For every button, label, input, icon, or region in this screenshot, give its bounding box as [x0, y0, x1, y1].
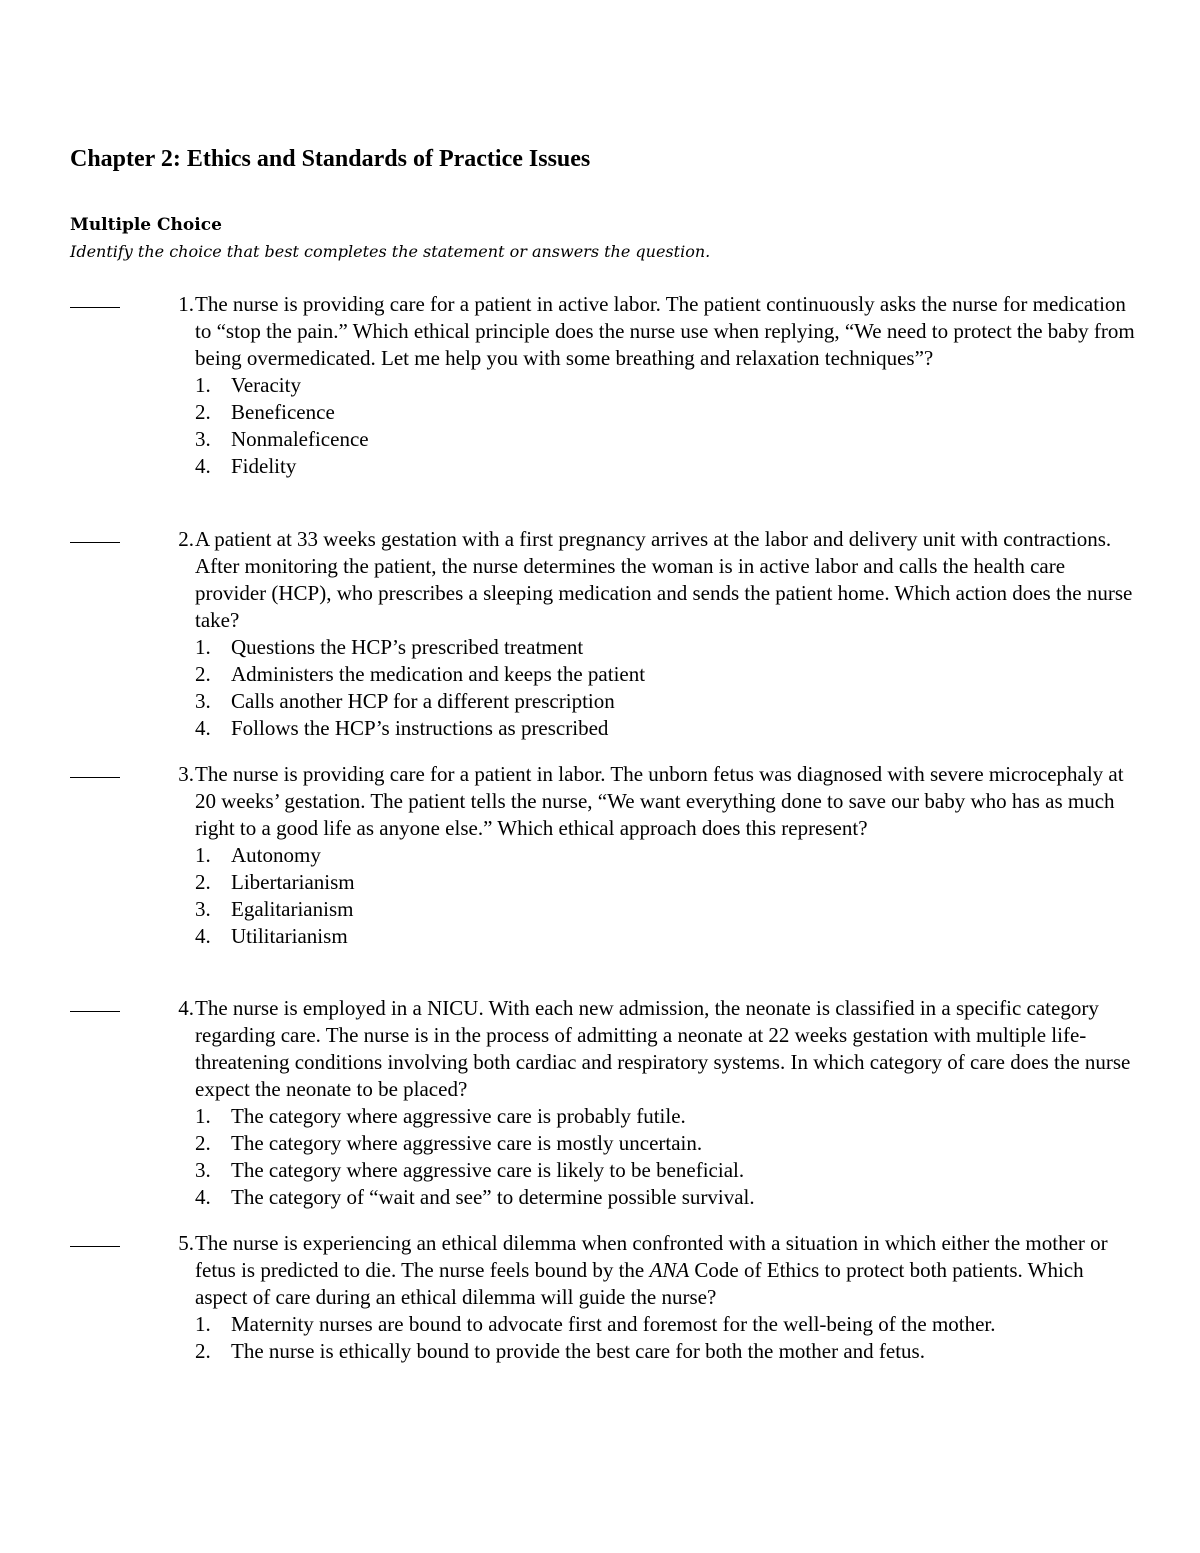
option-text: Beneficence — [231, 400, 335, 424]
question-stem: A patient at 33 weeks gestation with a first pregnancy arrives at the labor and delivery unit with contractions. After monitoring the patient, the nurse determines the woman is in active labor and calls the health care provider (HCP), who prescribes a sleeping medication and sends the patient home. Which action does the nurse take? — [195, 527, 1133, 632]
question-stem — [195, 1230, 1135, 1311]
option-number: 4. — [195, 454, 211, 478]
chapter-title: Chapter 2: Ethics and Standards of Practice Issues — [70, 146, 591, 172]
option-number: 4. — [195, 716, 211, 740]
option-text: Autonomy — [231, 843, 321, 867]
option-number: 2. — [195, 870, 211, 894]
option-number: 1. — [195, 1312, 211, 1336]
answer-blank — [70, 1011, 120, 1012]
option — [195, 688, 1135, 715]
stem-text: Code of Ethics to protect both patients. Which aspect of care during an ethical dilemma will guide the nurse? — [195, 1258, 1084, 1309]
question-number: 5. — [178, 1231, 194, 1255]
option-text: The category of “wait and see” to determine possible survival. — [231, 1185, 755, 1209]
question-stem-wrapper — [195, 761, 1135, 950]
options-list — [195, 372, 1135, 480]
option — [195, 634, 1135, 661]
option — [195, 372, 1135, 399]
option — [195, 426, 1135, 453]
option — [195, 923, 1135, 950]
option-text: Fidelity — [231, 454, 297, 478]
stem-italic-text: ANA — [649, 1258, 690, 1282]
answer-blank — [70, 777, 120, 778]
option-text: Utilitarianism — [231, 924, 348, 948]
option — [195, 1130, 1135, 1157]
options-list — [195, 1311, 1135, 1365]
option — [195, 715, 1135, 742]
option — [195, 842, 1135, 869]
option — [195, 1311, 1031, 1338]
question-stem-wrapper — [195, 995, 1135, 1211]
option-text: Nonmaleficence — [231, 427, 369, 451]
option — [195, 1338, 1111, 1365]
instructions: Identify the choice that best completes the statement or answers the question. — [70, 242, 711, 261]
option-number: 2. — [195, 662, 211, 686]
options-list — [195, 634, 1135, 742]
question-stem: The nurse is providing care for a patient in labor. The unborn fetus was diagnosed with severe microcephaly at 20 weeks’ gestation. The patient tells the nurse, “We want everything done to save our baby who has as much right to a good life as anyone else.” Which ethical approach does this represent? — [195, 762, 1124, 840]
stem-text: The nurse is experiencing an ethical dilemma when confronted with a situation in which either the mother or fetus is predicted to die. The nurse feels bound by the — [195, 1231, 1108, 1282]
option-text: Calls another HCP for a different prescription — [231, 689, 615, 713]
option-number: 1. — [195, 373, 211, 397]
option-text: The category where aggressive care is mostly uncertain. — [231, 1131, 703, 1155]
option-number: 1. — [195, 635, 211, 659]
option-text: Follows the HCP’s instructions as prescribed — [231, 716, 609, 740]
option-text: The nurse is ethically bound to provide the best care for both the mother and fetus. — [231, 1339, 925, 1363]
option-number: 3. — [195, 427, 211, 451]
question-number: 4. — [178, 996, 194, 1020]
option-text: Veracity — [231, 373, 301, 397]
question-stem-wrapper — [195, 1230, 1135, 1365]
question-stem-wrapper — [195, 526, 1135, 742]
question-number: 3. — [178, 762, 194, 786]
options-list — [195, 842, 1135, 950]
option-text: Maternity nurses are bound to advocate first and foremost for the well-being of the mother. — [231, 1312, 996, 1336]
option — [195, 453, 1135, 480]
option — [195, 1103, 1135, 1130]
option — [195, 896, 1135, 923]
question-number: 1. — [178, 292, 194, 316]
option-number: 2. — [195, 1131, 211, 1155]
option — [195, 1184, 1135, 1211]
option-number: 3. — [195, 1158, 211, 1182]
option-number: 2. — [195, 400, 211, 424]
option-text: The category where aggressive care is probably futile. — [231, 1104, 686, 1128]
option-number: 4. — [195, 924, 211, 948]
option-number: 1. — [195, 1104, 211, 1128]
option — [195, 1157, 1135, 1184]
option-number: 4. — [195, 1185, 211, 1209]
option — [195, 869, 1135, 896]
option-text: Questions the HCP’s prescribed treatment — [231, 635, 584, 659]
answer-blank — [70, 1246, 120, 1247]
option-number: 2. — [195, 1339, 211, 1363]
question-stem-wrapper — [195, 291, 1135, 480]
question-number: 2. — [178, 527, 194, 551]
section-heading: Multiple Choice — [70, 215, 222, 235]
option — [195, 399, 1135, 426]
option-text: Libertarianism — [231, 870, 355, 894]
option-number: 3. — [195, 689, 211, 713]
options-list — [195, 1103, 1135, 1211]
option-text: Administers the medication and keeps the patient — [231, 662, 646, 686]
question-stem: The nurse is employed in a NICU. With each new admission, the neonate is classified in a specific category regarding care. The nurse is in the process of admitting a neonate at 22 weeks gestation with multiple life-threatening conditions involving both cardiac and respiratory systems. In which category of care does the nurse expect the neonate to be placed? — [195, 996, 1131, 1101]
option-number: 1. — [195, 843, 211, 867]
option-text: The category where aggressive care is likely to be beneficial. — [231, 1158, 745, 1182]
question-stem: The nurse is providing care for a patient in active labor. The patient continuously asks the nurse for medication to “stop the pain.” Which ethical principle does the nurse use when replying, “We need to protect the baby from being overmedicated. Let me help you with some breathing and relaxation techniques”? — [195, 292, 1135, 370]
option — [195, 661, 1135, 688]
answer-blank — [70, 542, 120, 543]
answer-blank — [70, 307, 120, 308]
option-number: 3. — [195, 897, 211, 921]
option-text: Egalitarianism — [231, 897, 354, 921]
